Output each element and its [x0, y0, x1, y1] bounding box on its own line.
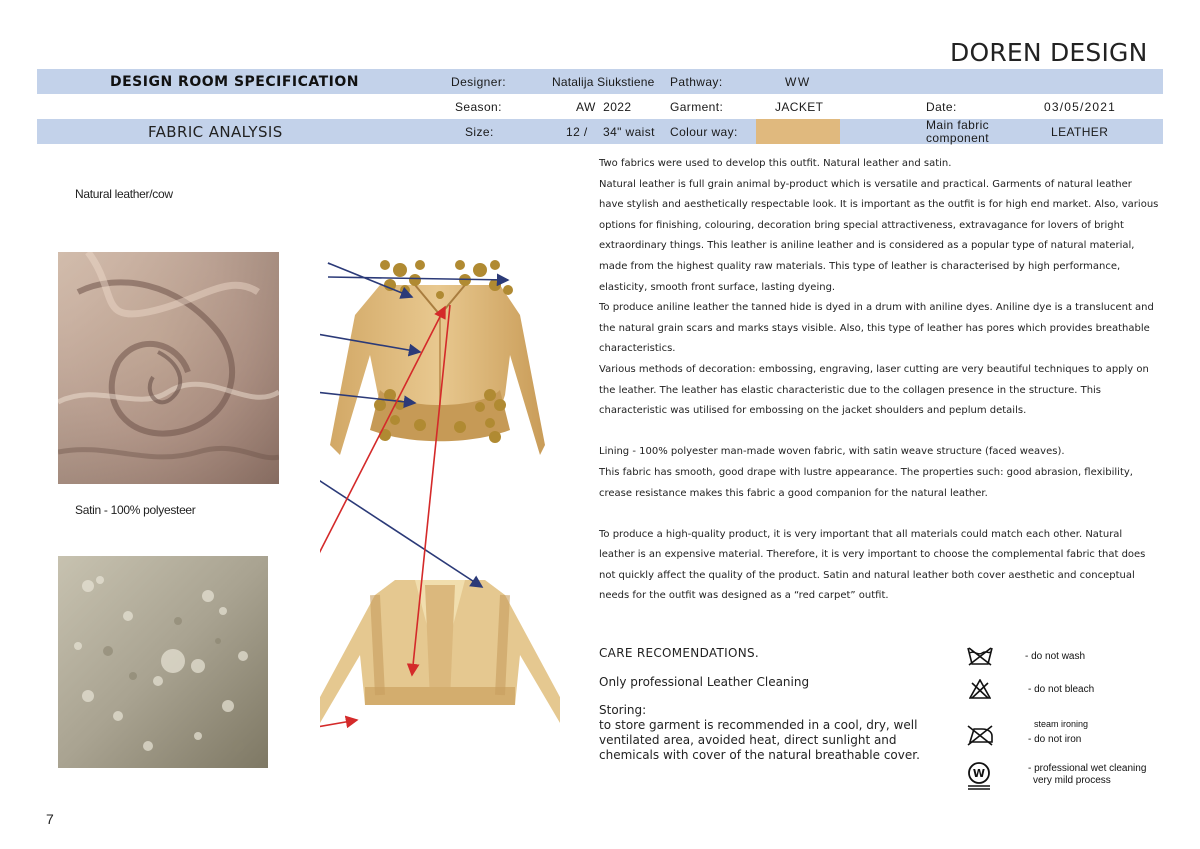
care-title: CARE RECOMENDATIONS. [599, 646, 760, 660]
do-not-bleach-icon [969, 679, 991, 699]
main-fabric-value: LEATHER [1051, 125, 1109, 139]
spec-title: DESIGN ROOM SPECIFICATION [110, 74, 360, 90]
brand-title: DOREN DESIGN [950, 38, 1148, 67]
date-value: 03/05/2021 [1044, 100, 1117, 114]
do-not-iron-icon [966, 724, 994, 746]
do-not-wash-label: - do not wash [1025, 651, 1086, 662]
steam-ironing-label: steam ironing [1034, 719, 1089, 729]
designer-value: Natalija Siukstiene [552, 75, 655, 89]
do-not-iron-label: - do not iron [1028, 734, 1082, 745]
garment-label: Garment: [670, 100, 724, 114]
jacket-lining-view [320, 580, 560, 740]
paragraph: To produce a high-quality product, it is very important that all materials could match each other. Natural leather is an expensive material. Therefore, it is very important to choose the complemental fabric that does not quickly affect the quality of the product. Satin and natural leather both cover aesthetic and conceptual needs for the outfit was designed as a “red carpet” outfit. [599, 528, 1146, 602]
wet-cleaning-label: - professional wet cleaning [1028, 763, 1147, 774]
page-number: 7 [46, 811, 54, 827]
care-storing [599, 703, 959, 763]
date-label: Date: [926, 100, 957, 114]
season-value: AW 2022 [576, 100, 632, 114]
size-label: Size: [465, 125, 494, 139]
garment-value: JACKET [775, 100, 824, 114]
paragraph: Natural leather is full grain animal by-product which is versatile and practical. Garments of natural leather have stylish and aesthetically respectable look. It is important as the outfit is for high end market. Also, various options for finishing, colouring, decoration bring special attractiveness, extravagance for lovers of bright extraordinary things. This leather is aniline leather and is considered as a popular type of natural material, made from the highest quality raw materials. This type of leather is characterised by high performance, elasticity, smooth front surface, lasting dyeing. [599, 178, 1159, 293]
professional-wet-cleaning-icon [966, 761, 992, 791]
designer-label: Designer: [451, 75, 506, 89]
paragraph: Lining - 100% polyester man-made woven fabric, with satin weave structure (faced weaves). [599, 446, 1065, 458]
waist-value: 34" waist [603, 125, 655, 139]
colourway-label: Colour way: [670, 125, 738, 139]
paragraph: This fabric has smooth, good drape with lustre appearance. The properties such: good abrasion, flexibility, crease resistance makes this fabric a good companion for the natural leather. [599, 466, 1133, 499]
main-fabric-label: Main fabric component [926, 118, 990, 145]
size-value: 12 / [566, 125, 588, 139]
satin-label: Satin - 100% polyesteer [75, 503, 196, 517]
storing-text: to store garment is recommended in a cool, dry, well ventilated area, avoided heat, direct sunlight and chemicals with cover of the natural breathable cover. [599, 718, 920, 762]
season-label: Season: [455, 100, 502, 114]
paragraph: Various methods of decoration: embossing, engraving, laser cutting are very beautiful techniques to apply on the leather. The leather has elastic characteristic due to the collagen presence in the structure. This characteristic was utilised for embossing on the jacket shoulders and peplum details. [599, 363, 1149, 417]
leather-label: Natural leather/cow [75, 187, 173, 201]
paragraph: Two fabrics were used to develop this outfit. Natural leather and satin. [599, 158, 952, 169]
pathway-label: Pathway: [670, 75, 723, 89]
fabric-description [599, 154, 1159, 607]
wet-cleaning-label-2: very mild process [1033, 775, 1111, 786]
arrow-extensions [220, 240, 330, 760]
paragraph: To produce aniline leather the tanned hide is dyed in a drum with aniline dyes. Aniline dye is a translucent and the natural grain scars and marks stays visible. Also, this type of leather has pores which provides breathable characteristics. [599, 302, 1154, 355]
care-cleaning: Only professional Leather Cleaning [599, 675, 810, 689]
svg-text:W: W [972, 767, 986, 780]
do-not-wash-icon [966, 646, 994, 666]
storing-title: Storing: [599, 703, 647, 717]
pathway-value: WW [785, 75, 811, 89]
colourway-swatch [756, 119, 840, 144]
jacket-illustrations [320, 255, 560, 775]
do-not-bleach-label: - do not bleach [1028, 684, 1095, 695]
section-title: FABRIC ANALYSIS [148, 123, 283, 141]
